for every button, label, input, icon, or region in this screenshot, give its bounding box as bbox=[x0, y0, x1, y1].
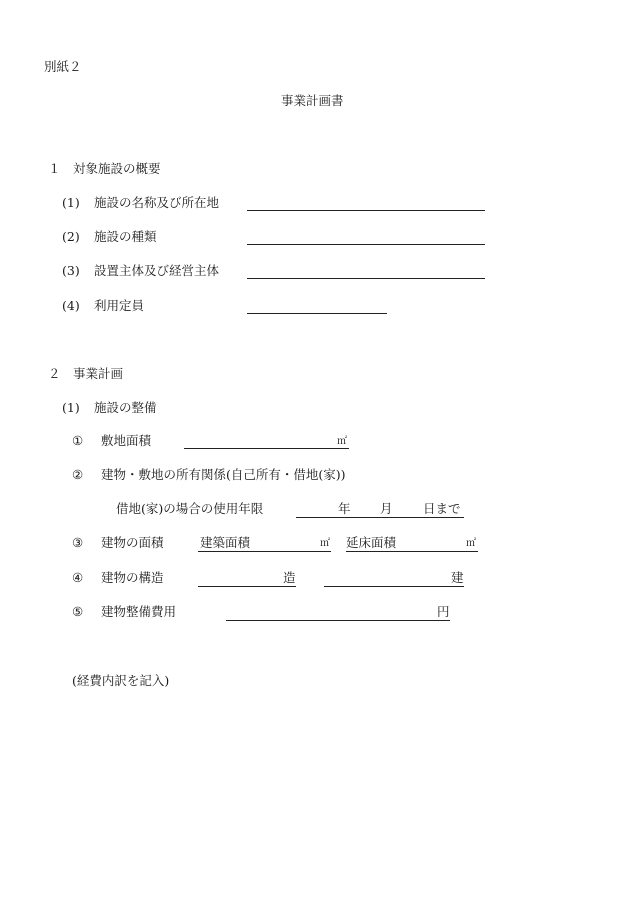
item-number: (4) bbox=[62, 298, 80, 313]
construction-cost-label: 建物整備費用 bbox=[101, 604, 177, 619]
founder-operator-label: 設置主体及び経営主体 bbox=[94, 263, 220, 278]
circled-number: ② bbox=[72, 467, 84, 482]
founder-operator-field[interactable] bbox=[247, 278, 485, 279]
lease-term-field[interactable] bbox=[296, 517, 464, 518]
cost-breakdown-note: (経費内訳を記入) bbox=[72, 673, 170, 688]
building-area-label: 建物の面積 bbox=[101, 535, 164, 550]
item-number: (3) bbox=[62, 263, 80, 278]
page-title: 事業計画書 bbox=[281, 93, 344, 108]
square-meter-unit: ㎡ bbox=[466, 538, 476, 549]
section1-heading: １ 対象施設の概要 bbox=[48, 161, 161, 176]
floors-suffix: 建 bbox=[451, 570, 464, 585]
section2-heading: ２ 事業計画 bbox=[48, 366, 124, 381]
facility-name-location-label: 施設の名称及び所在地 bbox=[94, 195, 220, 210]
facility-name-location-field[interactable] bbox=[247, 210, 485, 211]
item-number: (1) bbox=[62, 195, 80, 210]
facility-maintenance-label: 施設の整備 bbox=[94, 400, 157, 415]
building-footprint-label: 建築面積 bbox=[200, 535, 251, 550]
circled-number: ① bbox=[72, 433, 84, 448]
yen-suffix: 円 bbox=[437, 604, 450, 619]
square-meter-unit: ㎡ bbox=[337, 436, 347, 447]
total-floor-area-field[interactable] bbox=[346, 551, 478, 552]
site-area-label: 敷地面積 bbox=[101, 433, 152, 448]
square-meter-unit: ㎡ bbox=[320, 538, 330, 549]
ownership-label: 建物・敷地の所有関係(自己所有・借地(家)) bbox=[101, 467, 346, 482]
circled-number: ⑤ bbox=[72, 604, 84, 619]
building-structure-label: 建物の構造 bbox=[101, 570, 164, 585]
site-area-field[interactable] bbox=[184, 448, 349, 449]
facility-type-field[interactable] bbox=[247, 244, 485, 245]
capacity-label: 利用定員 bbox=[94, 298, 145, 313]
total-floor-area-label: 延床面積 bbox=[346, 535, 397, 550]
construction-cost-field[interactable] bbox=[226, 620, 450, 621]
month-label: 月 bbox=[380, 501, 393, 516]
day-until-label: 日まで bbox=[423, 501, 461, 516]
circled-number: ③ bbox=[72, 535, 84, 550]
facility-type-label: 施設の種類 bbox=[94, 229, 157, 244]
year-label: 年 bbox=[338, 501, 351, 516]
circled-number: ④ bbox=[72, 570, 84, 585]
structure-suffix: 造 bbox=[283, 570, 296, 585]
building-area-field[interactable] bbox=[198, 551, 331, 552]
attachment-label: 別紙２ bbox=[44, 59, 82, 74]
capacity-field[interactable] bbox=[247, 313, 387, 314]
item-number: (2) bbox=[62, 229, 80, 244]
floors-field[interactable] bbox=[324, 586, 464, 587]
structure-type-field[interactable] bbox=[198, 586, 296, 587]
item-number: (1) bbox=[62, 400, 80, 415]
lease-term-label: 借地(家)の場合の使用年限 bbox=[116, 501, 264, 516]
